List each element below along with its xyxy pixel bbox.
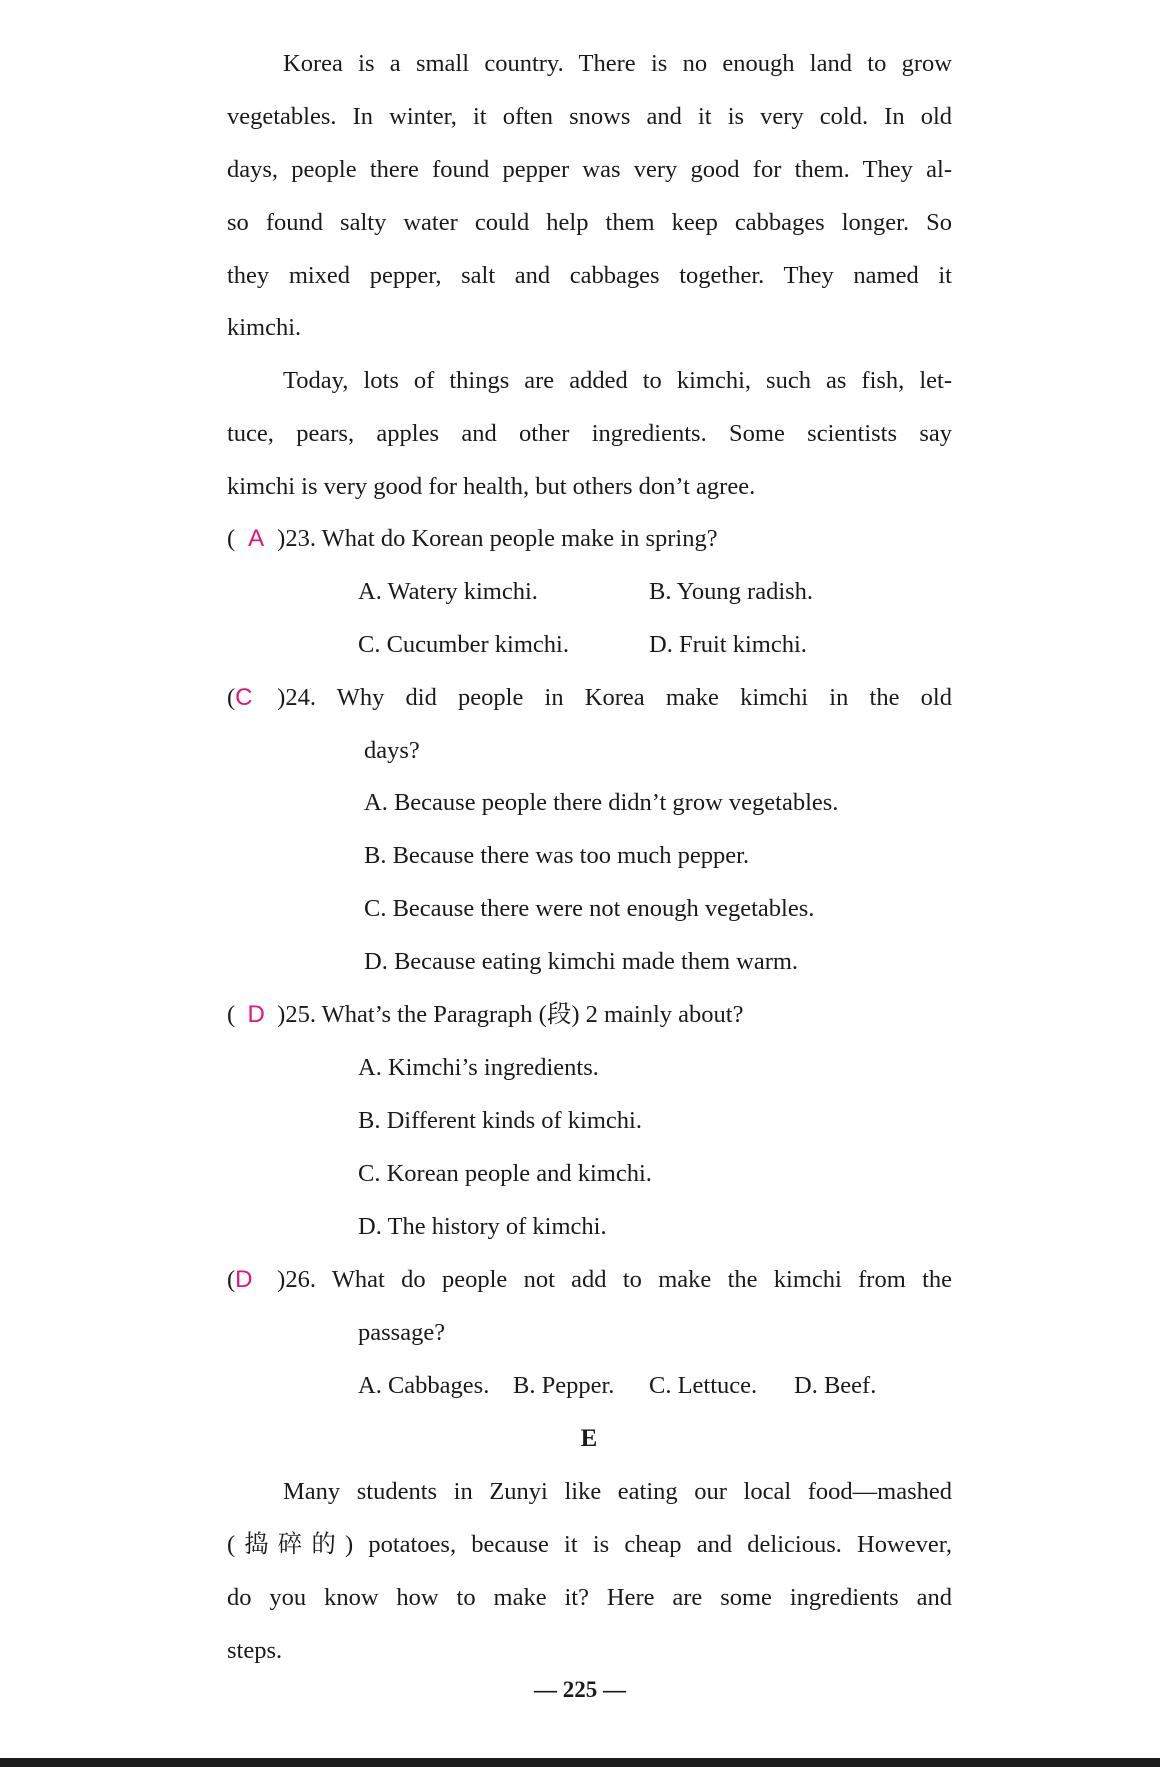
question-24-stem-cont: days? [364,737,420,764]
option-26-d: D. Beef. [794,1372,877,1399]
option-24-c: C. Because there were not enough vegetables. [364,895,815,922]
open-paren: ( [227,1001,236,1028]
option-24-b: B. Because there was too much pepper. [364,842,750,869]
option-26-c: C. Lettuce. [649,1372,758,1399]
page-number: — 225 — [534,1677,626,1702]
question-26-stem: )26. What do people not add to make the kimchi from the [277,1266,952,1293]
open-paren: ( [227,1266,236,1293]
paragraph-line: tuce, pears, apples and other ingredients. Some scientists say [227,420,952,447]
question-24-stem: )24. Why did people in Korea make kimchi in the old [277,684,952,711]
paragraph-line: Many students in Zunyi like eating our local food—mashed [283,1478,952,1505]
paragraph-line: so found salty water could help them keep cabbages longer. So [227,209,952,236]
paragraph-line: do you know how to make it? Here are some ingredients and [227,1584,952,1611]
option-23-c: C. Cucumber kimchi. [358,631,569,658]
option-25-a: A. Kimchi’s ingredients. [358,1054,599,1081]
open-paren: ( [227,684,236,711]
paragraph-line: kimchi is very good for health, but others don’t agree. [227,473,756,500]
question-26-stem-cont: passage? [358,1319,446,1346]
answer-25: D [247,1001,265,1028]
paragraph-line: days, people there found pepper was very good for them. They al- [227,156,952,183]
option-25-d: D. The history of kimchi. [358,1213,607,1240]
question-23 [227,524,952,554]
paragraph-line: vegetables. In winter, it often snows and it is very cold. In old [227,103,952,130]
paragraph-line: (捣碎的) potatoes, because it is cheap and delicious. However, [227,1531,952,1558]
paragraph-line: they mixed pepper, salt and cabbages together. They named it [227,262,952,289]
question-23-stem: )23. What do Korean people make in spring? [277,525,718,552]
answer-26: D [235,1266,253,1293]
question-25 [227,1000,952,1030]
bottom-border [0,1758,1160,1767]
option-26-a: A. Cabbages. [358,1372,490,1399]
paragraph-line: steps. [227,1637,283,1664]
paragraph-line: kimchi. [227,314,302,341]
option-24-d: D. Because eating kimchi made them warm. [364,948,799,975]
paragraph-line: Korea is a small country. There is no enough land to grow [283,50,952,77]
option-25-b: B. Different kinds of kimchi. [358,1107,642,1134]
option-23-d: D. Fruit kimchi. [649,631,807,658]
option-24-a: A. Because people there didn’t grow vegetables. [364,789,839,816]
question-26 [227,1265,952,1295]
answer-24: C [235,684,253,711]
option-25-c: C. Korean people and kimchi. [358,1160,652,1187]
section-heading: E [580,1425,598,1452]
question-24 [227,683,952,713]
option-23-b: B. Young radish. [649,578,814,605]
option-26-b: B. Pepper. [513,1372,615,1399]
question-25-stem: )25. What’s the Paragraph (段) 2 mainly about? [277,1001,744,1028]
paragraph-line: Today, lots of things are added to kimchi, such as fish, let- [283,367,952,394]
option-23-a: A. Watery kimchi. [358,578,538,605]
open-paren: ( [227,525,236,552]
answer-23: A [248,525,265,552]
